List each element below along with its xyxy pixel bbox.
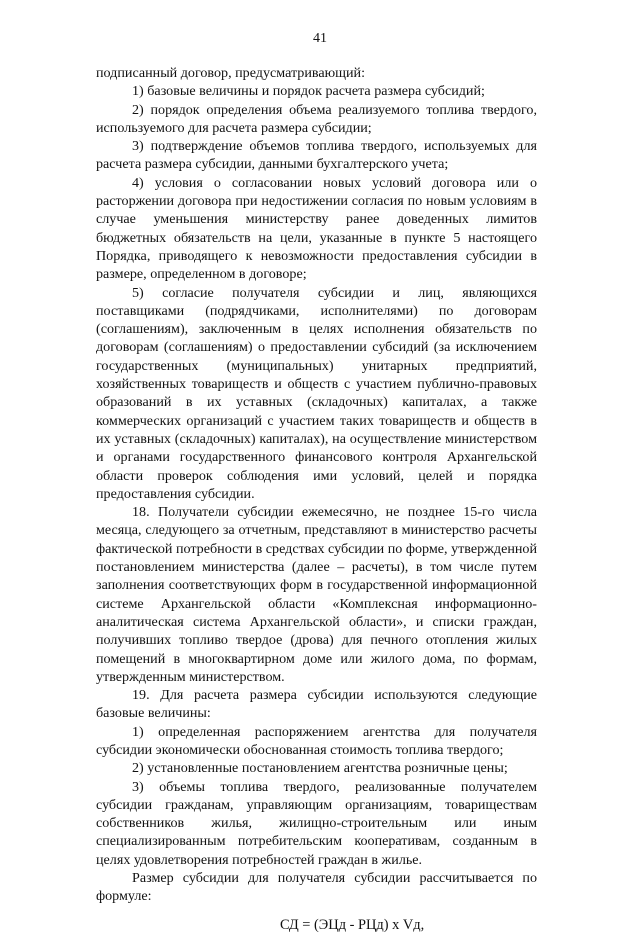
document-body <box>96 64 537 934</box>
paragraph-item-4: 4) условия о согласовании новых условий договора или о расторжении договора при недостижении согласия по новым условиям в случае уменьшения министерству ранее доведенных лимитов бюджетных обязательств на цели, указанные в пункте 5 настоящего Порядка, приводящего к невозможности предоставления субсидии в размере, определенном в договоре; <box>96 174 537 283</box>
paragraph-intro: подписанный договор, предусматривающий: <box>96 65 366 81</box>
paragraph-clause-18: 18. Получатели субсидии ежемесячно, не позднее 15-го числа месяца, следующего за отчетным, представляют в министерство расчеты фактической потребности в средствах субсидии по форме, утвержденной постановлением министерства (далее – расчеты), в том числе путем заполнения соответствующих форм в государственной информационной системе Архангельской области «Комплексная информационно-аналитическая система Архангельской области», и списки граждан, получивших топливо твердое (дрова) для печного отопления жилых помещений в многоквартирном доме или жилого дома, по формам, утвержденным министерством. <box>96 504 537 685</box>
paragraph-item-1: 1) базовые величины и порядок расчета размера субсидий; <box>132 83 485 100</box>
paragraph-formula-intro: Размер субсидии для получателя субсидии рассчитывается по формуле: <box>96 870 537 905</box>
paragraph-item-2: 2) порядок определения объема реализуемого топлива твердого, используемого для расчета размера субсидии; <box>96 101 537 136</box>
paragraph-base-value-1: 1) определенная распоряжением агентства для получателя субсидии экономически обоснованная стоимость топлива твердого; <box>96 723 537 758</box>
paragraph-item-5: 5) согласие получателя субсидии и лиц, являющихся поставщиками (подрядчиками, исполнителями) по договорам (соглашениям), заключенным в целях исполнения обязательств по договорам (соглашениям) о предоставлении субсидий (за исключением государственных (муниципальных) унитарных предприятий, хозяйственных товариществ и обществ с участием публично-правовых образований в их уставных (складочных) капиталах, а также коммерческих организаций с участием таких товариществ и обществ в их уставных (складочных) капиталах), на осуществление министерством и органами государственного финансового контроля Архангельской области проверок соблюдения ими условий, целей и порядка предоставления субсидии. <box>96 284 537 502</box>
paragraph-item-3: 3) подтверждение объемов топлива твердого, используемых для расчета размера субсидии, данными бухгалтерского учета; <box>96 138 537 173</box>
subsidy-formula: СД = (ЭЦд - РЦд) х Vд, <box>280 916 425 933</box>
paragraph-base-value-2: 2) установленные постановлением агентства розничные цены; <box>132 760 508 777</box>
paragraph-base-value-3: 3) объемы топлива твердого, реализованные получателем субсидии гражданам, управляющим организациям, товариществам собственников жилья, жилищно-строительным или иным специализированным потребительским кооперативам, созданным в целях удовлетворения потребностей граждан в жилье. <box>96 778 537 868</box>
paragraph-clause-19: 19. Для расчета размера субсидии используются следующие базовые величины: <box>96 687 537 722</box>
page-number: 41 <box>313 31 327 46</box>
